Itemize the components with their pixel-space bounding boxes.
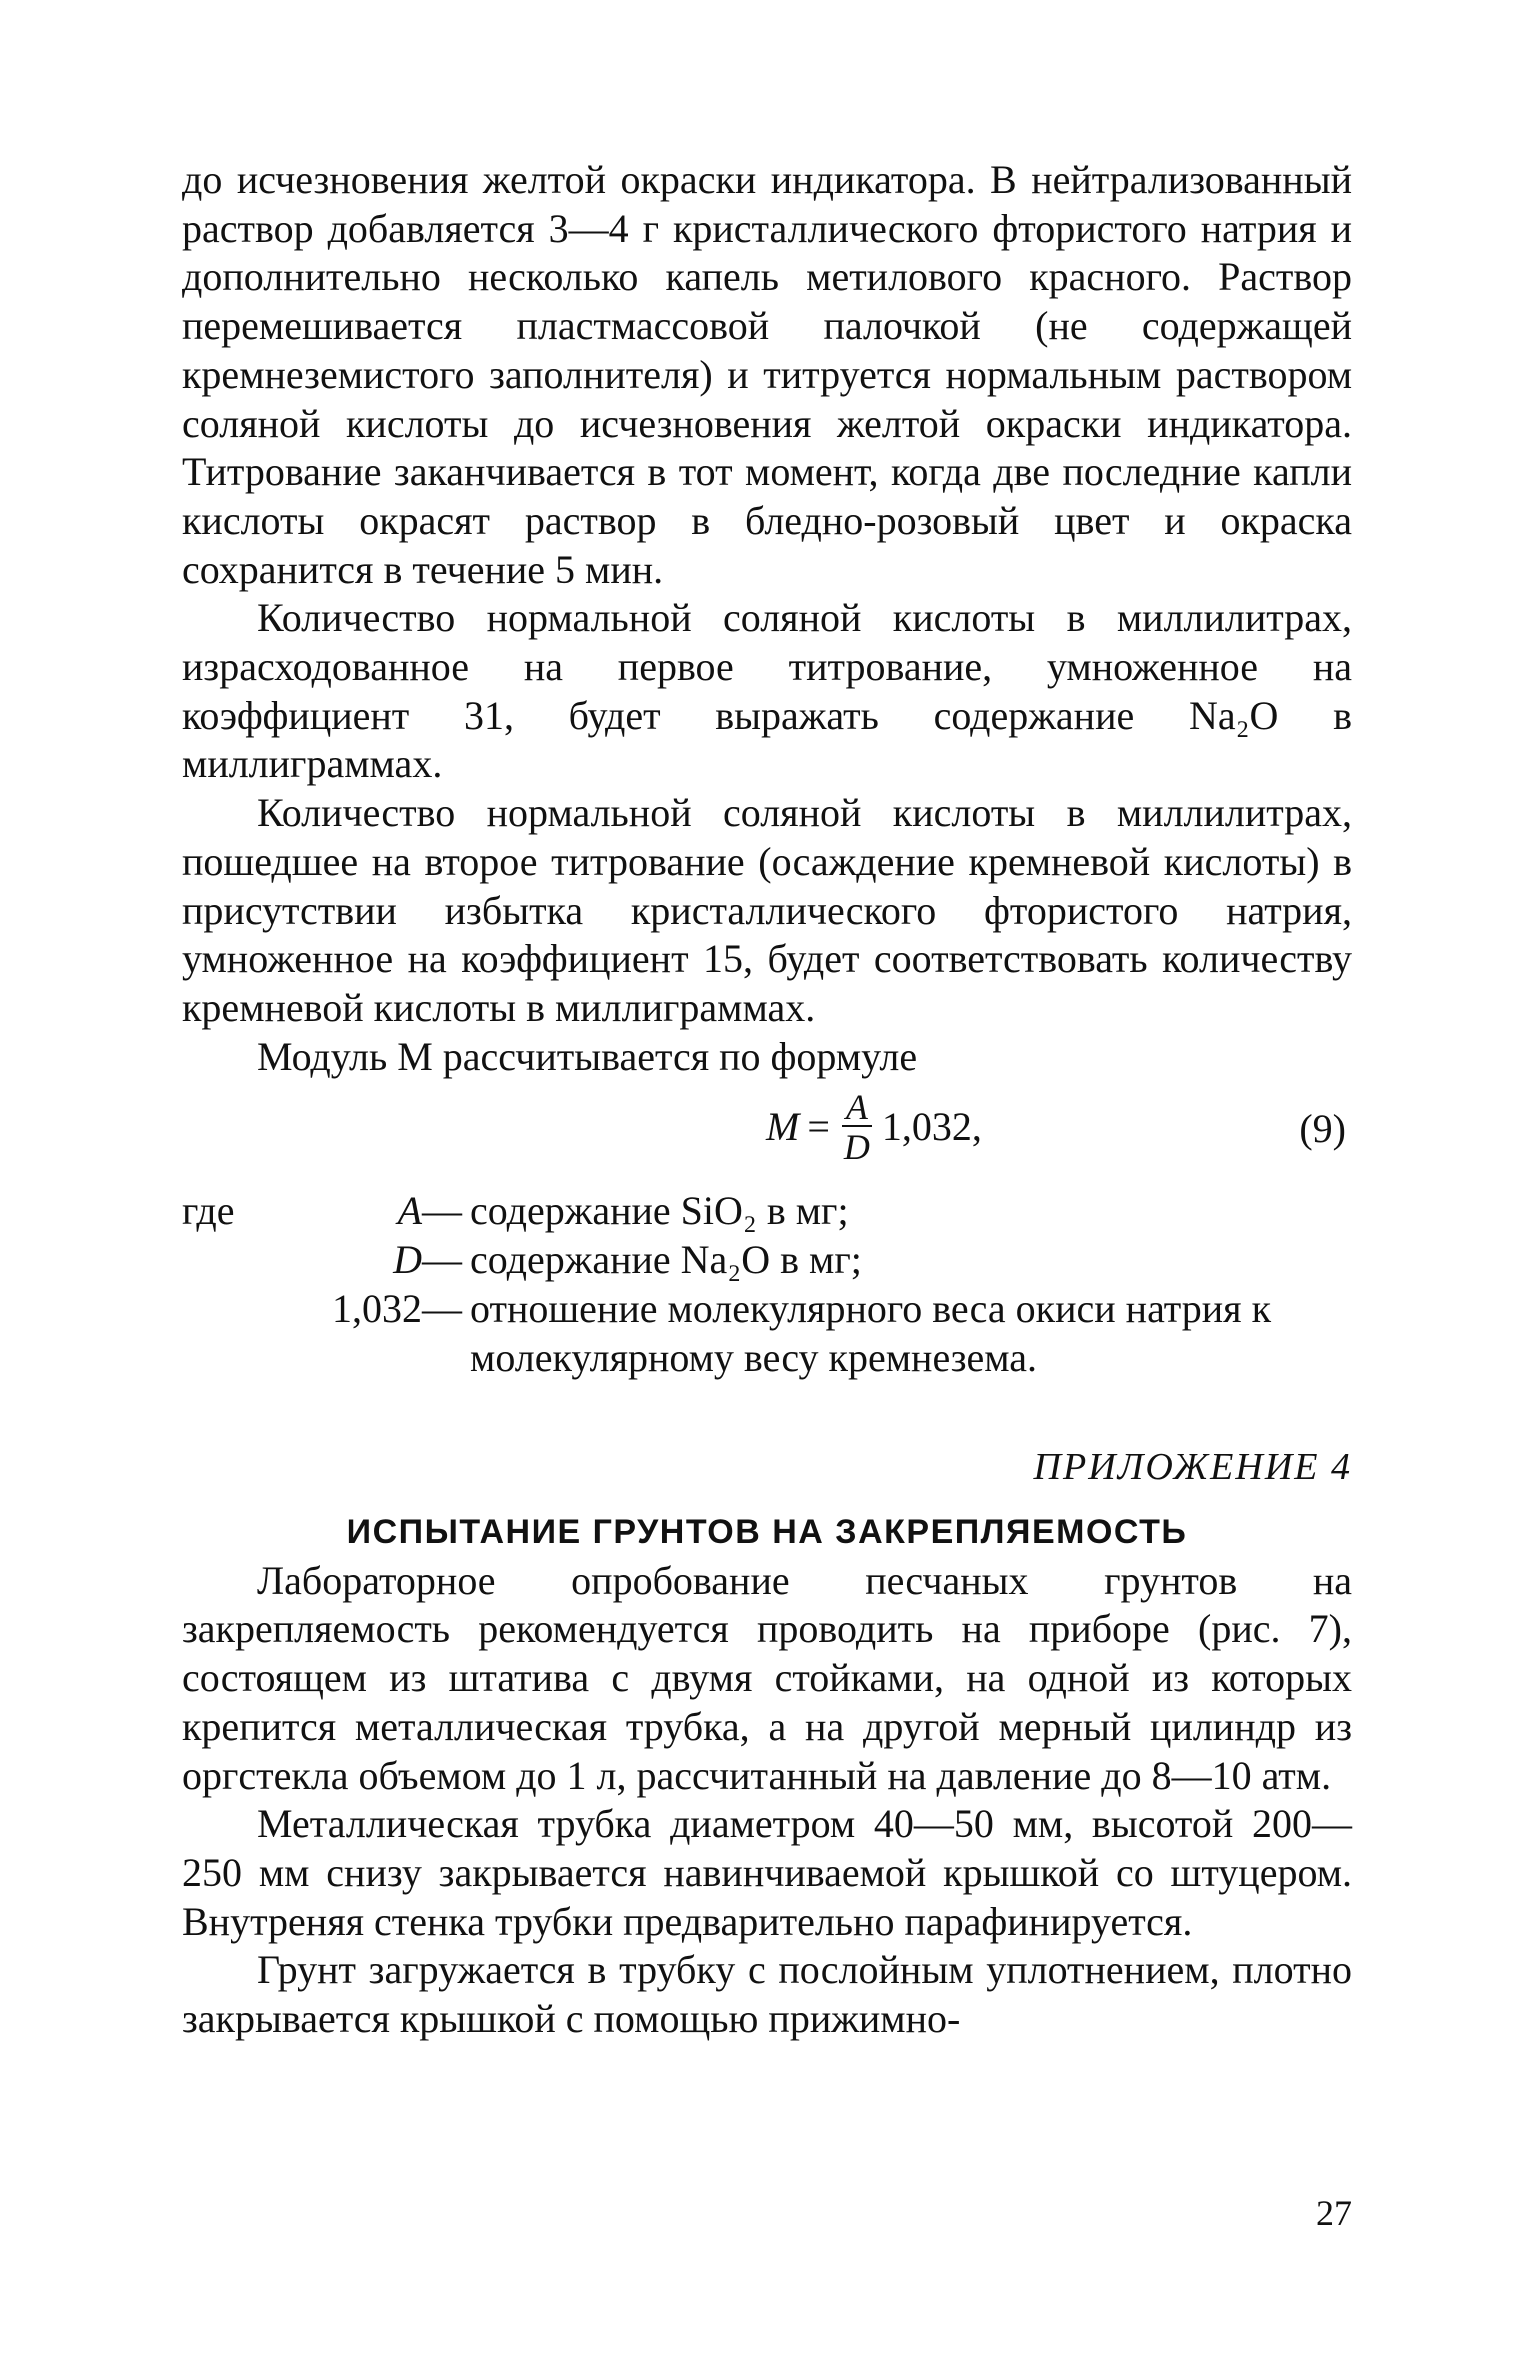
definition-ratio (182, 1285, 1352, 1382)
formula-9 (182, 1083, 1352, 1187)
definition-a (182, 1187, 1352, 1236)
definition-d (182, 1236, 1352, 1285)
paragraph-modulus-intro: Модуль М рассчитывается по формуле (257, 1033, 918, 1079)
formula-fraction (842, 1087, 872, 1168)
paragraph-na2o-titration: Количество нормальной соляной кислоты в миллилитрах, израсходованное на первое титрование, умноженное на коэффициент 31, будет выражать содержание Na₂O в миллиграммах. (182, 595, 1352, 787)
section-title: ИСПЫТАНИЕ ГРУНТОВ НА ЗАКРЕПЛЯЕМОСТЬ (346, 1513, 1188, 1552)
definition-dash: — (422, 1237, 462, 1283)
formula-lhs: M (766, 1104, 800, 1149)
definition-symbol: 1,032 (332, 1286, 422, 1332)
paragraph-metal-tube: Металлическая трубка диаметром 40—50 мм, высотой 200—250 мм снизу закрывается навинчиваемой крышкой со штуцером. Внутреняя стенка трубки предварительно парафинируется. (182, 1801, 1352, 1944)
formula-numerator: A (842, 1089, 872, 1127)
definition-text: отношение молекулярного веса окиси натрия к молекулярному весу кремнезема. (470, 1286, 1271, 1381)
definition-text: содержание SiO₂ в мг; (470, 1188, 849, 1234)
paragraph-silica-titration: Количество нормальной соляной кислоты в миллилитрах, пошедшее на второе титрование (осаждение кремневой кислоты) в присутствии избытка кристаллического фтористого натрия, умноженное на коэффициент 15, будет соответствовать количеству кремневой кислоты в миллиграммах. (182, 790, 1352, 1030)
definition-dash: — (422, 1188, 462, 1234)
page-number: 27 (1316, 2193, 1352, 2233)
definition-symbol: D (393, 1237, 422, 1283)
formula-factor: 1,032, (881, 1104, 982, 1149)
definition-symbol: A (397, 1188, 422, 1234)
appendix-label: ПРИЛОЖЕНИЕ 4 (1033, 1446, 1352, 1489)
formula-equals: = (807, 1104, 830, 1149)
formula-number: (9) (1299, 1106, 1346, 1152)
definition-dash: — (422, 1286, 462, 1332)
paragraph-lab-testing: Лабораторное опробование песчаных грунтов на закрепляемость рекомендуется проводить на приборе (рис. 7), состоящем из штатива с двумя стойками, на одной из которых крепится металлическая трубка, а на другой мерный цилиндр из оргстекла объемом до 1 л, рассчитанный на давление до 8—10 атм. (182, 1557, 1352, 1798)
definition-text: содержание Na₂O в мг; (470, 1237, 862, 1283)
formula-definitions (182, 1187, 1352, 1387)
formula-expression (766, 1087, 982, 1168)
text-column (182, 156, 1352, 2044)
paragraph-continuation: до исчезновения желтой окраски индикатора. В нейтрализованный раствор добавляется 3—4 г кристаллического фтористого натрия и дополнительно несколько капель метилового красного. Раствор перемешивается пластмассовой палочкой (не содержащей кремнеземистого заполнителя) и титруется нормальным раствором соляной кислоты до исчезновения желтой окраски индикатора. Титрование заканчивается в тот момент, когда две последние капли кислоты окрасят раствор в бледно-розовый цвет и окраска сохранится в течение 5 мин. (182, 157, 1352, 592)
paragraph-soil-loading: Грунт загружается в трубку с послойным уплотнением, плотно закрывается крышкой с помощью прижимно- (182, 1947, 1352, 2042)
definitions-where: где (182, 1188, 235, 1234)
formula-denominator: D (843, 1127, 870, 1168)
